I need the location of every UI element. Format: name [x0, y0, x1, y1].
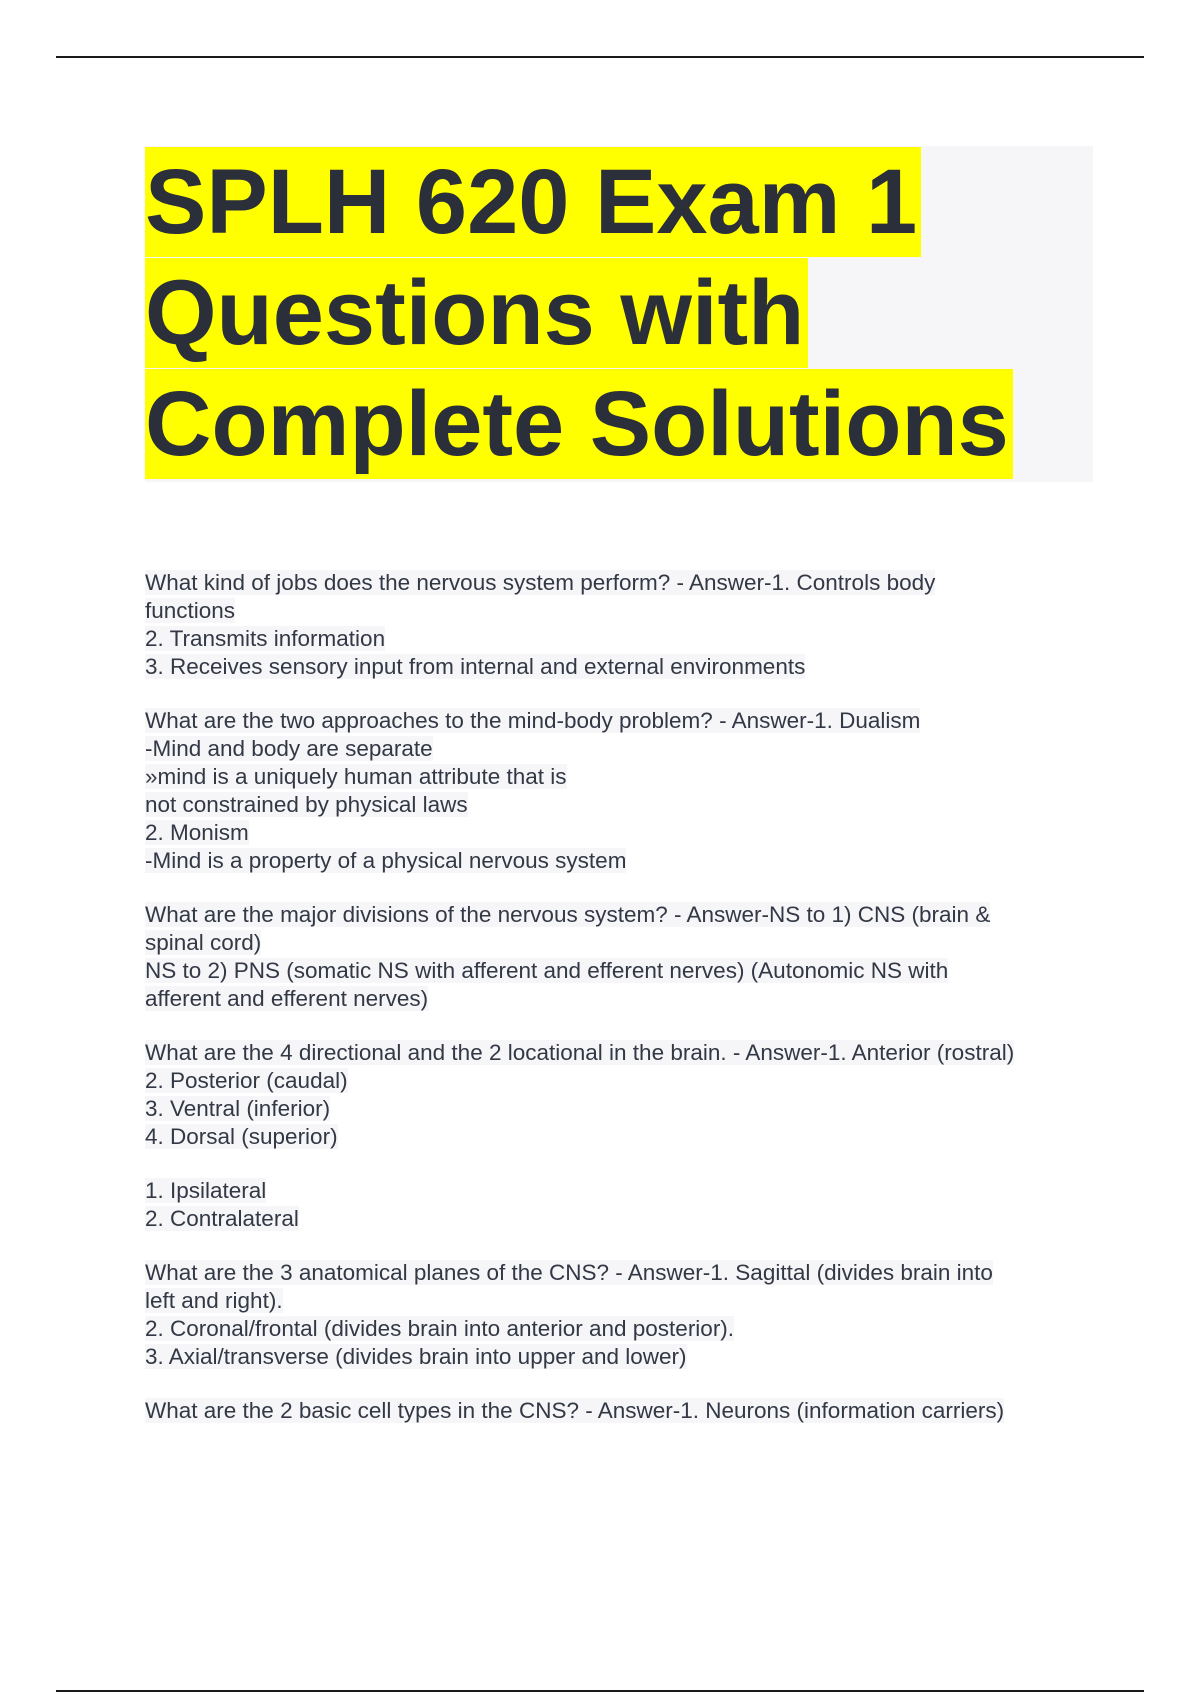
qa-line-text: 4. Dorsal (superior)	[145, 1124, 338, 1149]
qa-line-text: What are the 4 directional and the 2 locational in the brain. - Answer-1. Anterior (rostral)	[145, 1040, 1015, 1065]
qa-line	[145, 819, 1095, 847]
qa-line	[145, 1397, 1095, 1425]
qa-line-text: 2. Transmits information	[145, 626, 386, 651]
qa-line	[145, 1259, 1095, 1287]
qa-line	[145, 569, 1095, 597]
qa-item	[145, 1259, 1095, 1371]
qa-line	[145, 901, 1095, 929]
document-title-line-2: Questions with	[145, 258, 808, 368]
qa-line-text: 2. Coronal/frontal (divides brain into anterior and posterior).	[145, 1316, 735, 1341]
qa-item	[145, 1039, 1095, 1151]
qa-line	[145, 763, 1095, 791]
qa-line	[145, 707, 1095, 735]
qa-line-text: afferent and efferent nerves)	[145, 986, 429, 1011]
qa-line	[145, 1205, 1095, 1233]
qa-line-text: »mind is a uniquely human attribute that is	[145, 764, 567, 789]
qa-line-text: 2. Posterior (caudal)	[145, 1068, 348, 1093]
qa-line-text: NS to 2) PNS (somatic NS with afferent and efferent nerves) (Autonomic NS with	[145, 958, 949, 983]
qa-line	[145, 735, 1095, 763]
qa-line	[145, 847, 1095, 875]
qa-line	[145, 1343, 1095, 1371]
qa-line-text: -Mind and body are separate	[145, 736, 433, 761]
qa-line-text: 1. Ipsilateral	[145, 1178, 267, 1203]
bottom-rule	[56, 1690, 1144, 1692]
qa-line-text: left and right).	[145, 1288, 283, 1313]
top-rule	[56, 56, 1144, 58]
qa-line	[145, 929, 1095, 957]
qa-line	[145, 1123, 1095, 1151]
qa-line-text: 3. Ventral (inferior)	[145, 1096, 331, 1121]
qa-line-text: What are the 3 anatomical planes of the CNS? - Answer-1. Sagittal (divides brain into	[145, 1260, 993, 1285]
qa-line-text: 3. Receives sensory input from internal and external environments	[145, 654, 806, 679]
qa-line-text: 2. Contralateral	[145, 1206, 299, 1231]
qa-line	[145, 957, 1095, 985]
qa-line	[145, 1039, 1095, 1067]
qa-line-text: What kind of jobs does the nervous system perform? - Answer-1. Controls body	[145, 570, 936, 595]
document-title-line-3: Complete Solutions	[145, 369, 1013, 479]
qa-item	[145, 901, 1095, 1013]
qa-line-text: spinal cord)	[145, 930, 262, 955]
qa-line	[145, 985, 1095, 1013]
qa-line	[145, 1315, 1095, 1343]
qa-line	[145, 1095, 1095, 1123]
qa-item	[145, 1397, 1095, 1425]
qa-line-text: 2. Monism	[145, 820, 249, 845]
qa-line	[145, 1177, 1095, 1205]
qa-line-text: 3. Axial/transverse (divides brain into upper and lower)	[145, 1344, 687, 1369]
qa-list	[145, 569, 1095, 1451]
qa-line	[145, 597, 1095, 625]
qa-item	[145, 707, 1095, 875]
document-title-line-1: SPLH 620 Exam 1	[145, 147, 921, 257]
qa-line-text: functions	[145, 598, 236, 623]
qa-line	[145, 625, 1095, 653]
qa-line-text: What are the two approaches to the mind-body problem? - Answer-1. Dualism	[145, 708, 921, 733]
qa-item	[145, 1177, 1095, 1233]
qa-item	[145, 569, 1095, 681]
qa-line-text: -Mind is a property of a physical nervous system	[145, 848, 627, 873]
qa-line	[145, 791, 1095, 819]
qa-line-text: What are the 2 basic cell types in the CNS? - Answer-1. Neurons (information carriers)	[145, 1398, 1005, 1423]
qa-line	[145, 1067, 1095, 1095]
qa-line	[145, 653, 1095, 681]
qa-line-text: What are the major divisions of the nervous system? - Answer-NS to 1) CNS (brain &	[145, 902, 991, 927]
qa-line	[145, 1287, 1095, 1315]
qa-line-text: not constrained by physical laws	[145, 792, 468, 817]
